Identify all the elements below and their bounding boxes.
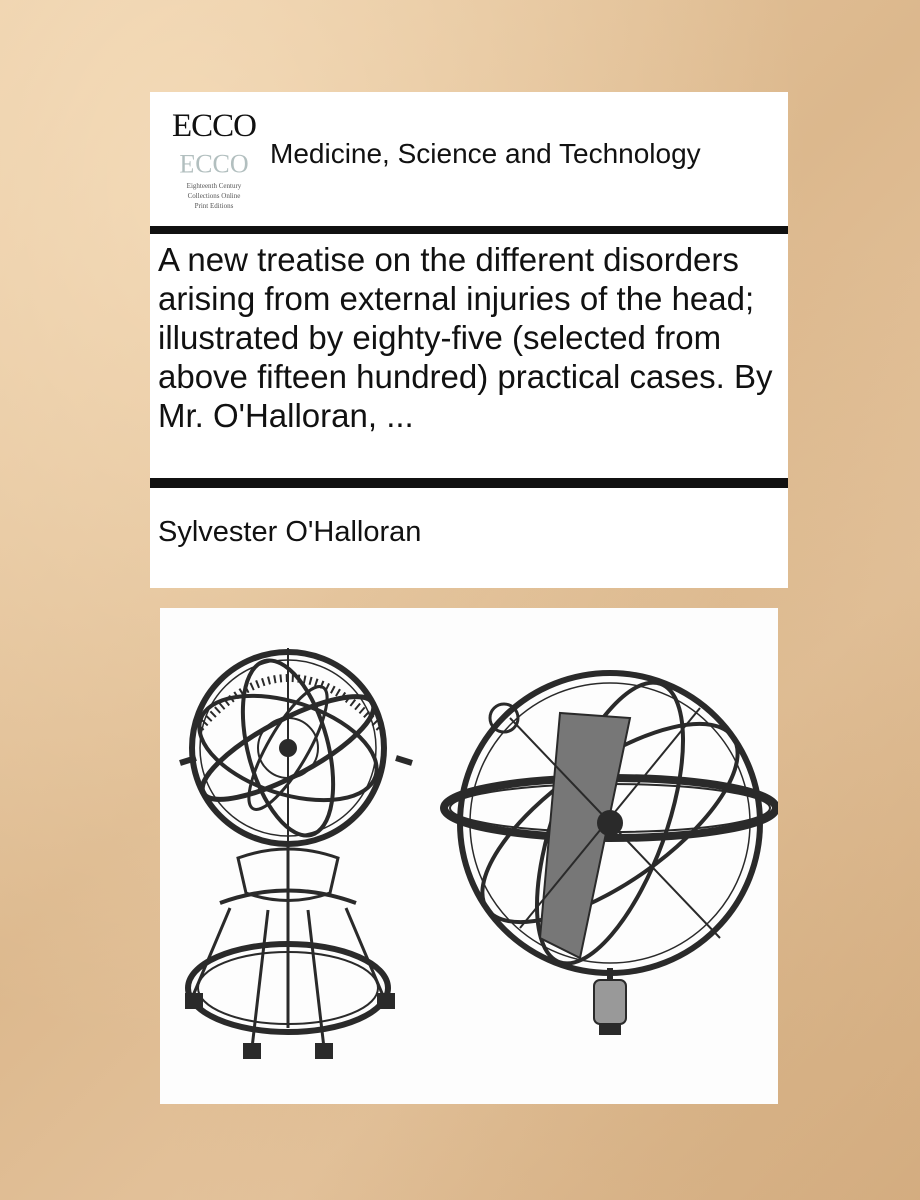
- series-title: Medicine, Science and Technology: [270, 138, 701, 169]
- logo-mark-reflection: ECCO: [179, 149, 249, 178]
- title-block: [150, 234, 788, 478]
- armillary-spheres-image: [160, 608, 778, 1104]
- author-block: [150, 488, 788, 588]
- cover-illustration: [160, 608, 778, 1104]
- logo-line-3: Print Editions: [194, 202, 234, 210]
- right-armillary-sphere: [444, 665, 776, 1034]
- logo-line-2: Collections Online: [187, 192, 241, 200]
- divider-rule: [150, 478, 788, 488]
- author-name: Sylvester O'Halloran: [158, 516, 422, 548]
- left-armillary-sphere: [180, 648, 412, 1058]
- book-title: A new treatise on the different disorders arising from external injuries of the head; illustrated by eighty-five (selected from above fifteen hundred) practical cases. By Mr. O'Halloran, ...: [158, 241, 773, 434]
- logo-mark: ECCO: [171, 108, 256, 144]
- divider-rule: [150, 226, 788, 234]
- ecco-logo: [164, 108, 264, 218]
- series-header: [150, 92, 788, 226]
- logo-line-1: Eighteenth Century: [186, 182, 242, 190]
